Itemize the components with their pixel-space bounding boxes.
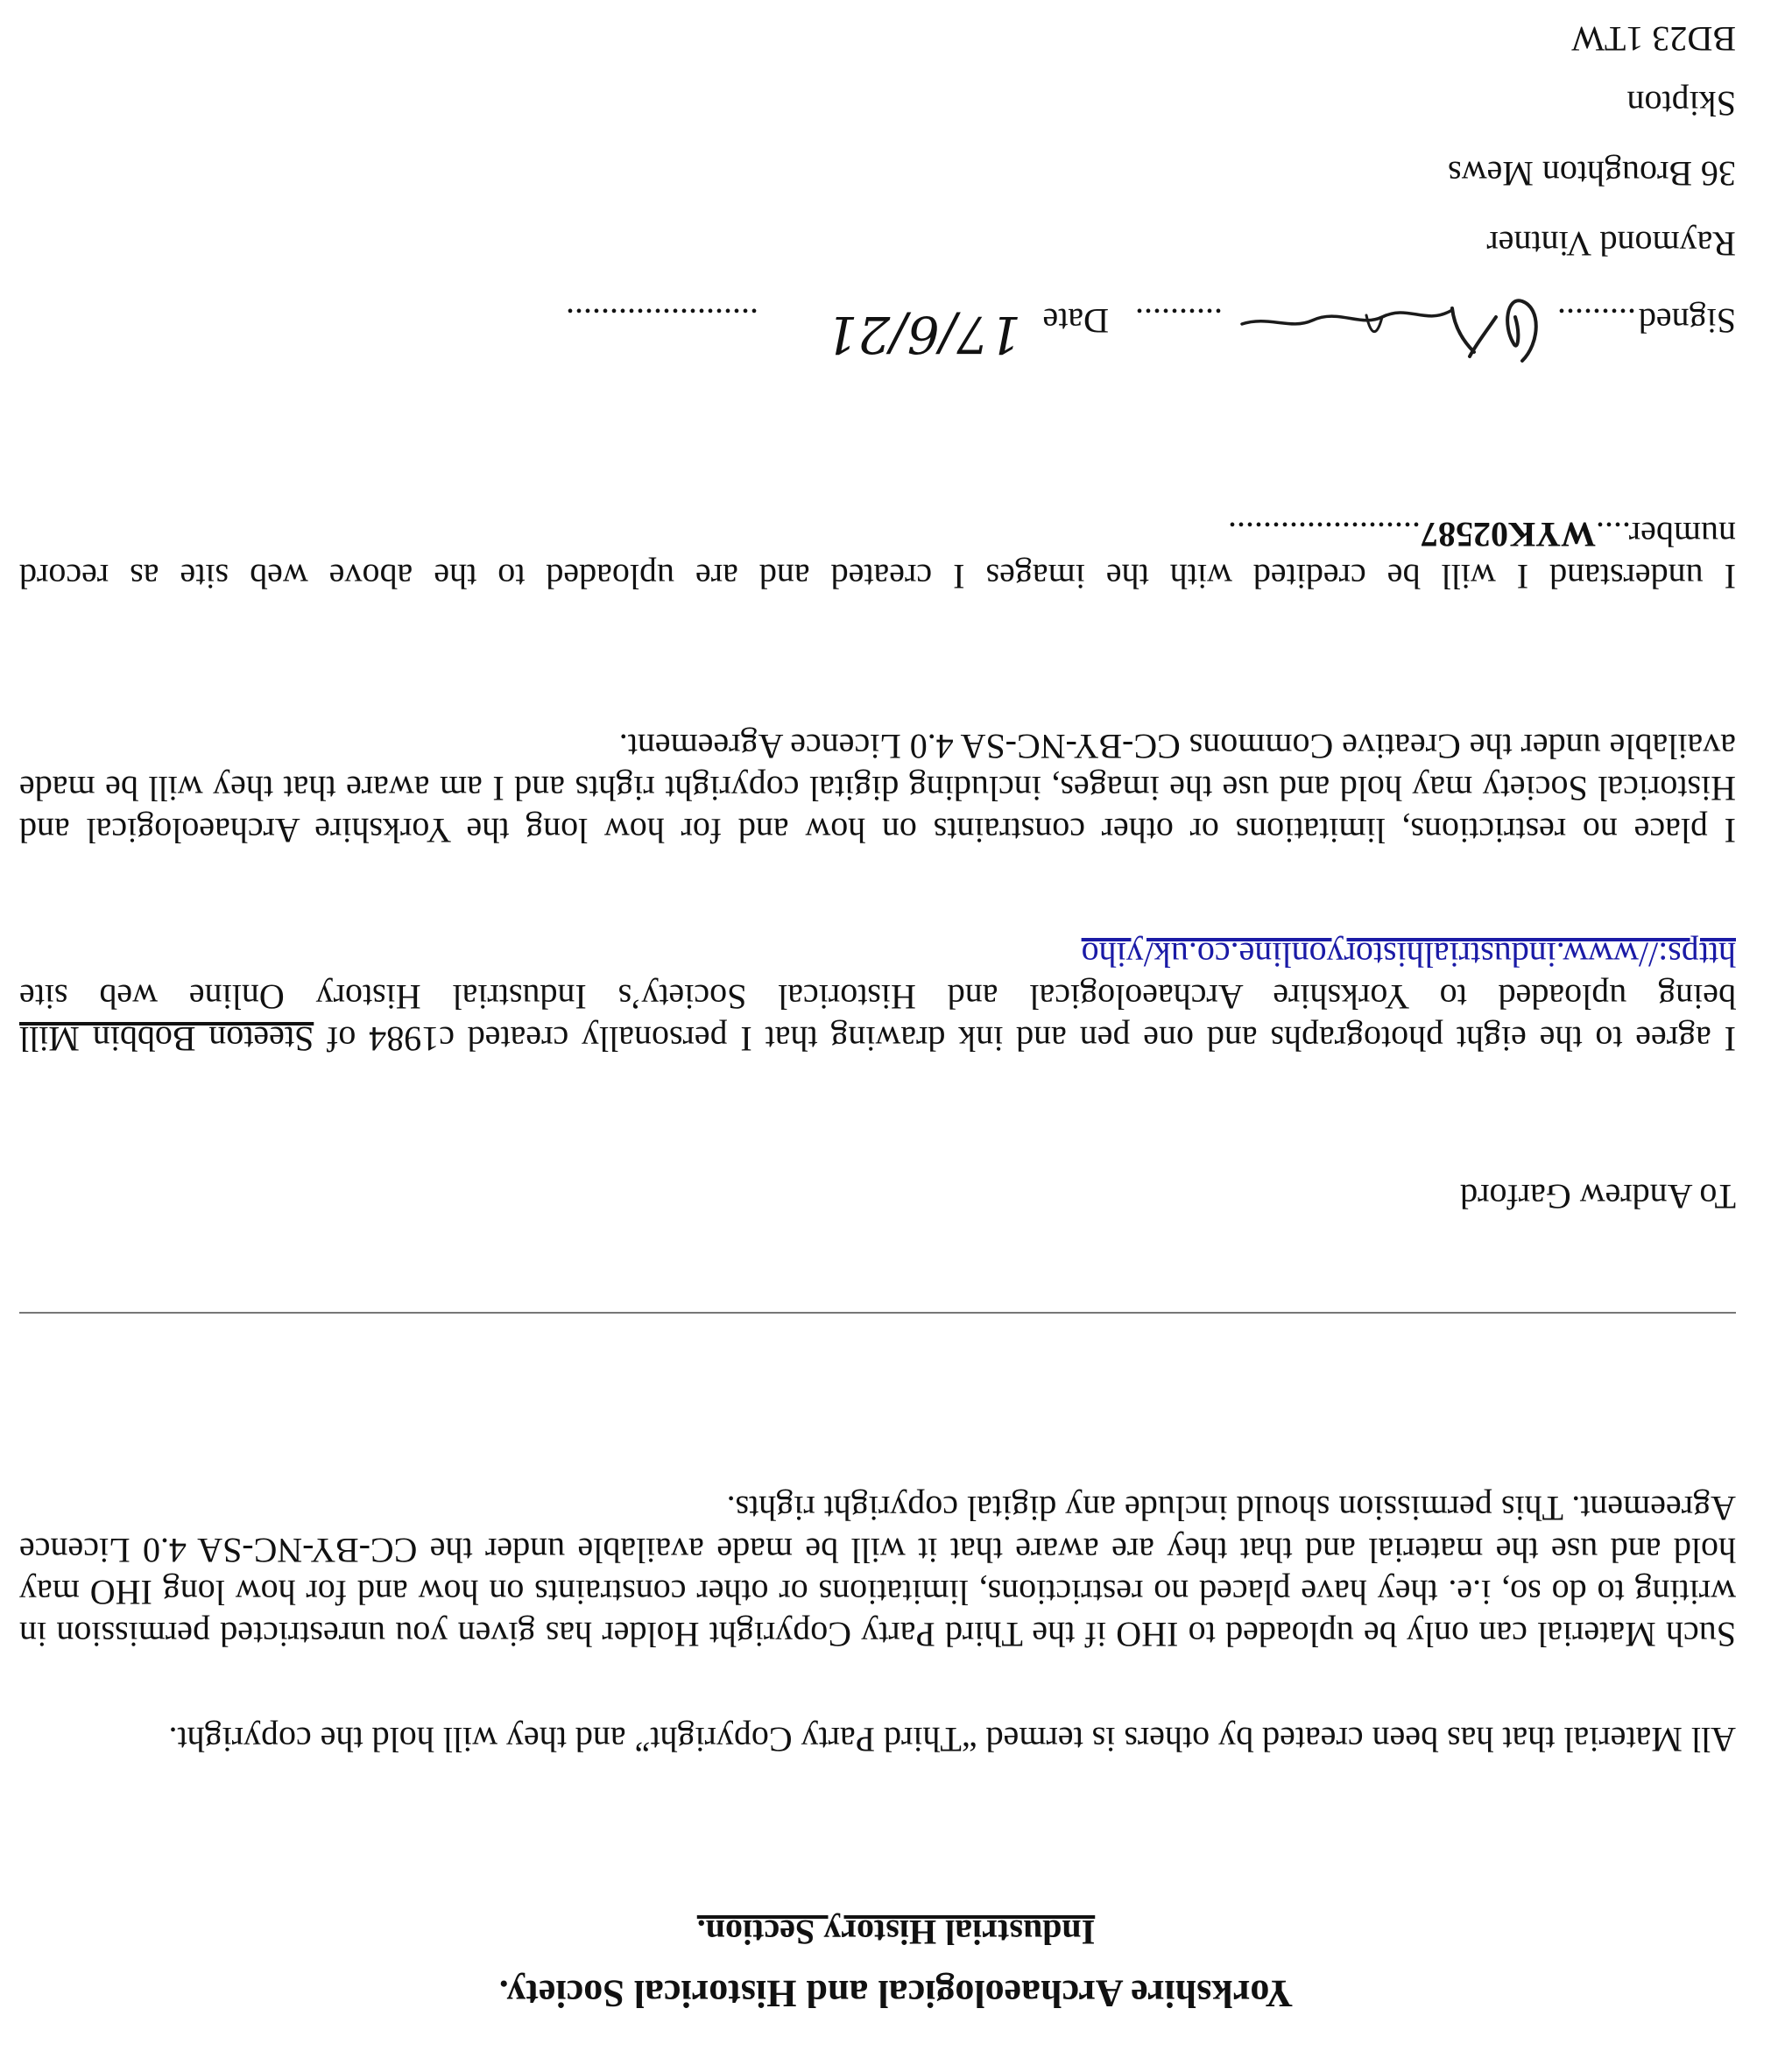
record-number: WYK02587 (1421, 515, 1597, 554)
agreement-paragraph (19, 934, 1736, 1060)
date-trailing-dots: ...................... (566, 301, 758, 341)
credit-text: I understand I will be credited with the images I created and are uploaded to the above web site as record number (19, 515, 1736, 596)
agreement-text-start: I agree to the eight photographs and one pen and ink drawing that I personally created c1984 of (314, 1019, 1736, 1059)
website-link[interactable]: https://www.industrialhistoryonline.co.uk/yiho (1081, 935, 1736, 975)
credit-dots-1: .... (1596, 515, 1632, 554)
salutation: To Andrew Garford (1460, 1177, 1736, 1216)
permission-paragraph: Such Material can only be uploaded to IHO if the Third Party Copyright Holder has given you unrestricted permission in writing to do so, i.e. they have placed no restrictions, limitations or other constraints on how and for how long IHO may hold and use the material and that they are aware that it will be made available under the CC-BY-NC-SA 4.0 Licence Agreement. This permission should include any digital copyright rights. (19, 1489, 1736, 1654)
mill-name: Steeton Bobbin Mill (18, 1019, 314, 1059)
credit-dots-2: ...................... (1228, 515, 1422, 554)
sender-street: 36 Broughton Mews (1448, 154, 1736, 194)
signed-label: Signed (1638, 301, 1736, 341)
date-dots: .......... (1135, 301, 1223, 341)
sender-postcode: BD23 1TW (1571, 19, 1736, 59)
restrictions-paragraph: I place no restrictions, limitations or other constraints on how and for how long the Yorkshire Archaeological and Historical Society may hold and use the images, including digital copyright rights and I am aware that they will be made available under the Creative Commons CC-BY-NC-SA 4.0 Licence Agreement. (19, 727, 1736, 850)
handwritten-signature (1224, 282, 1557, 378)
credit-paragraph (19, 513, 1736, 597)
agreement-text-middle: being uploaded to Yorkshire Archaeological and Historical Society’s Industrial History Online web site (19, 977, 1736, 1017)
signature-dots: ......... (1557, 301, 1636, 341)
sender-name: Raymond Vintner (1486, 224, 1736, 264)
sender-town: Skipton (1626, 84, 1736, 123)
horizontal-divider (19, 1312, 1736, 1314)
handwritten-date: 17/6/21 (825, 305, 1021, 364)
section-title: Industrial History Section. (696, 1913, 1096, 1952)
date-label: Date (1042, 301, 1109, 341)
society-title: Yorkshire Archaeological and Historical Society. (498, 1972, 1294, 2015)
third-party-paragraph: All Material that has been created by others is termed “Third Party Copyright” and they will hold the copyright. (168, 1720, 1736, 1759)
